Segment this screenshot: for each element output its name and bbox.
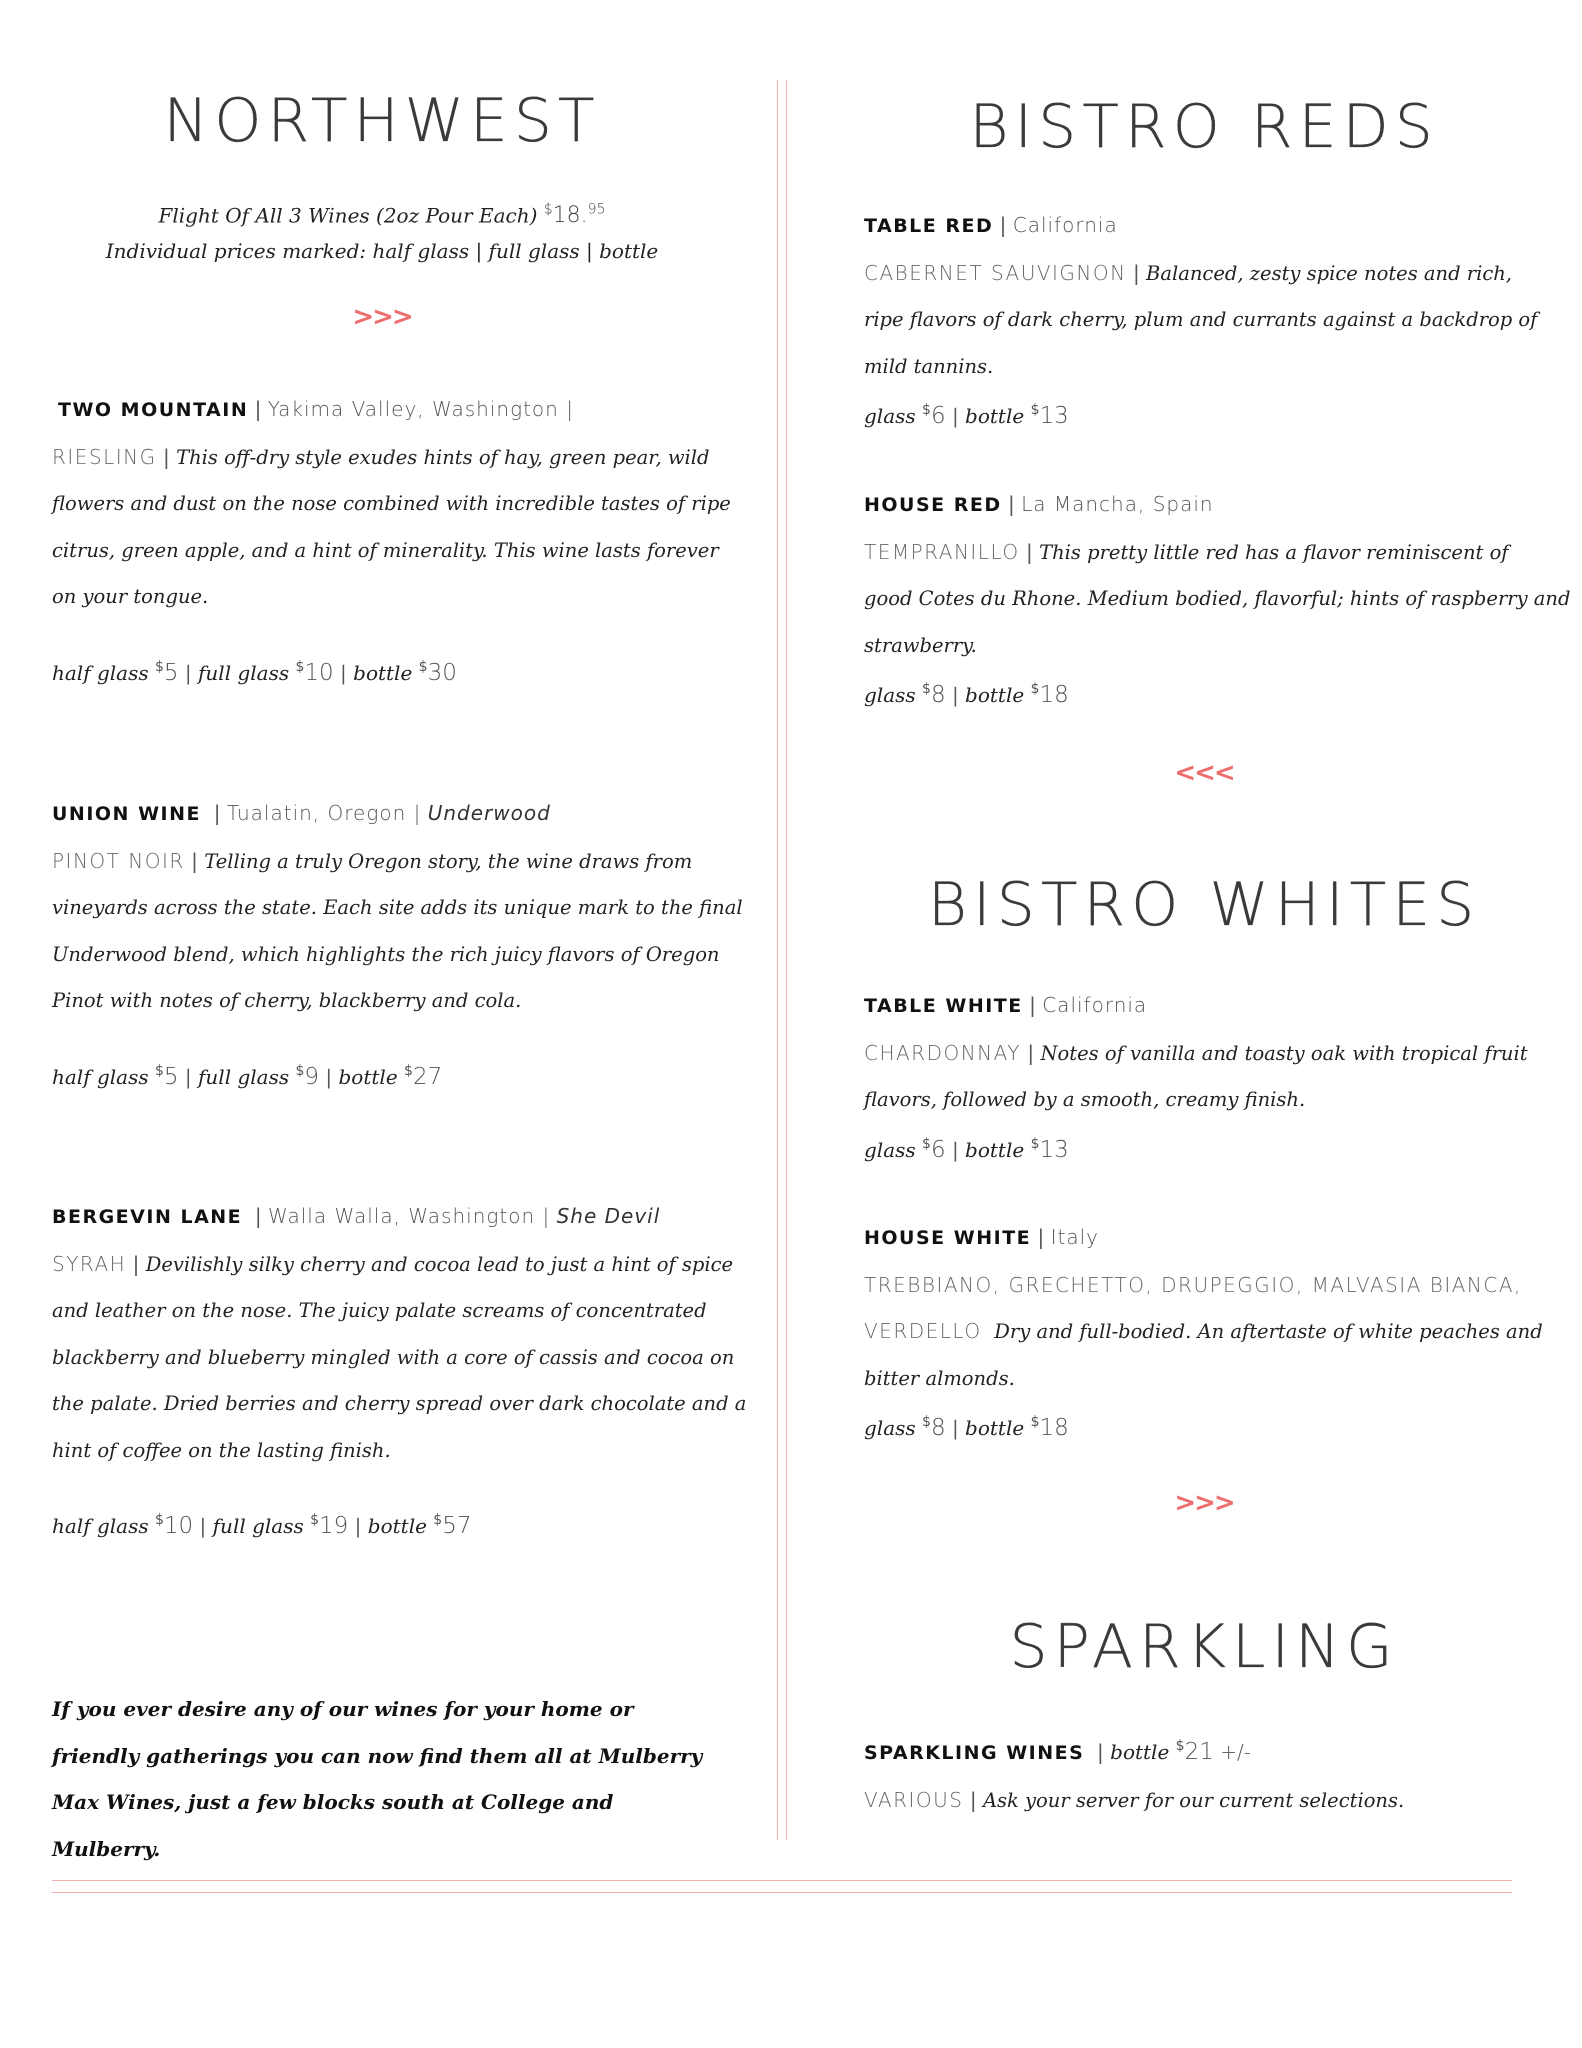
wine-region: Walla Walla, Washington | [267,1204,551,1228]
wine-prices: glass $8 | bottle $18 [864,1414,1069,1441]
flight-price: $18.95 [543,202,606,229]
column-divider-line [777,80,778,1840]
wine-name: TABLE RED [864,215,994,237]
wine-prices: half glass $10 | full glass $19 | bottle $57 [52,1512,472,1539]
wine-label: She Devil [556,1204,661,1228]
mulberry-max-note: If you ever desire any of our wines for your home or friendly gatherings you can now find them all at Mulberry Max Wines, just a few blocks south at College and Mulberry. [52,1697,703,1861]
wine-entry-bergevin-lane: BERGEVIN LANE | Walla Walla, Washington | She Devil SYRAH | Devilishly silky cherry and cocoa lead to just a hint of spice and leather on the nose. The juicy palate screams of concentrated blackberry and blueberry mingled with a core of cassis and cocoa on the palate. Dried berries and cherry spread over dark chocolate and a hint of coffee on the lasting finish. half glass $10 | full glass $19 | bottle $57 [52,1193,712,1546]
wine-region: California [1012,213,1118,237]
flight-text: Flight Of All 3 Wines (2oz Pour Each) [158,203,538,228]
wine-varietal: PINOT NOIR [52,848,185,873]
chevron-right-icon: >>> [1174,1488,1234,1518]
bistro-reds-heading: BISTRO REDS [969,92,1439,162]
wine-entry-house-red: HOUSE RED | La Mancha, Spain TEMPRANILLO | This pretty little red has a flavor reminiscent of good Cotes du Rhone. Medium bodied, flavorful; hints of raspberry and strawberry. glass $8 | bottle $18 [864,481,1544,715]
northwest-heading: NORTHWEST [163,86,601,156]
wine-entry-two-mountain: TWO MOUNTAIN | Yakima Valley, Washington | RIESLING | This off-dry style exudes hints of hay, green pear, wild flowers and dust on the nose combined with incredible tastes of ripe citrus, green apple, and a hint of minerality. This wine lasts forever on your tongue. half glass $5 | full glass $10 | bottle $30 [52,386,712,693]
wine-region: Yakima Valley, Washington | [267,397,574,421]
bistro-whites-heading: BISTRO WHITES [927,870,1481,940]
wine-varietal: SYRAH [52,1251,127,1276]
wine-varietal: TREBBIANO, GRECHETTO, DRUPEGGIO, MALVASIA BIANCA, [864,1272,1522,1297]
sparkling-heading: SPARKLING [1009,1612,1399,1682]
individual-prices-note: Individual prices marked: half glass | full glass | bottle [105,239,659,263]
wine-varietal: RIESLING [52,444,157,469]
wine-entry-table-white: TABLE WHITE | California CHARDONNAY | Notes of vanilla and toasty oak with tropical fruit flavors, followed by a smooth, creamy finish. glass $6 | bottle $13 [864,982,1544,1170]
wine-region: Tualatin, Oregon | [226,801,422,825]
wine-varietal: VARIOUS [864,1787,964,1812]
wine-region: California [1042,993,1148,1017]
wine-entry-house-white: HOUSE WHITE | Italy TREBBIANO, GRECHETTO, DRUPEGGIO, MALVASIA BIANCA, VERDELLO Dry and full-bodied. An aftertaste of white peaches and bitter almonds. glass $8 | bottle $18 [864,1214,1544,1448]
wine-label: Underwood [427,801,551,825]
wine-prices: glass $6 | bottle $13 [864,1135,1069,1163]
wine-name: TWO MOUNTAIN [58,399,249,421]
wine-name: HOUSE RED [864,494,1002,516]
wine-entry-table-red: TABLE RED | California CABERNET SAUVIGNON | Balanced, zesty spice notes and rich, ripe flavors of dark cherry, plum and currants against a backdrop of mild tannins. glass $6 | bottle $13 [864,202,1544,436]
wine-varietal: CHARDONNAY [864,1040,1021,1065]
wine-name: TABLE WHITE [864,995,1023,1017]
wine-varietal: CABERNET SAUVIGNON [864,260,1127,285]
wine-name: HOUSE WHITE [864,1227,1032,1249]
wine-prices: half glass $5 | full glass $9 | bottle $27 [52,1062,443,1090]
wine-name: BERGEVIN LANE [52,1206,243,1228]
wine-region: La Mancha, Spain [1021,492,1214,516]
footer-rule [52,1892,1512,1893]
wine-prices: glass $8 | bottle $18 [864,681,1069,708]
flight-line [52,190,712,236]
wine-prices: bottle $21 +/- [1110,1738,1251,1765]
wine-entry-sparkling: SPARKLING WINES | bottle $21 +/- VARIOUS | Ask your server for our current selections. [864,1738,1405,1812]
column-divider-line [786,80,787,1840]
footer-rule [52,1880,1512,1881]
wine-name: UNION WINE [52,803,201,825]
wine-prices: glass $6 | bottle $13 [864,402,1069,429]
wine-region: Italy [1050,1225,1099,1249]
wine-varietal: TEMPRANILLO [864,539,1020,564]
wine-prices: half glass $5 | full glass $10 | bottle $30 [52,658,457,686]
wine-entry-union-wine: UNION WINE | Tualatin, Oregon | Underwood PINOT NOIR | Telling a truly Oregon story, the wine draws from vineyards across the state. Each site adds its unique mark to the final Underwood blend, which highlights the rich juicy flavors of Oregon Pinot with notes of cherry, blackberry and cola. half glass $5 | full glass $9 | bottle $27 [52,790,712,1097]
wine-name: SPARKLING WINES [864,1742,1085,1764]
chevron-left-icon: <<< [1174,758,1234,788]
chevron-right-icon: >>> [352,302,412,332]
